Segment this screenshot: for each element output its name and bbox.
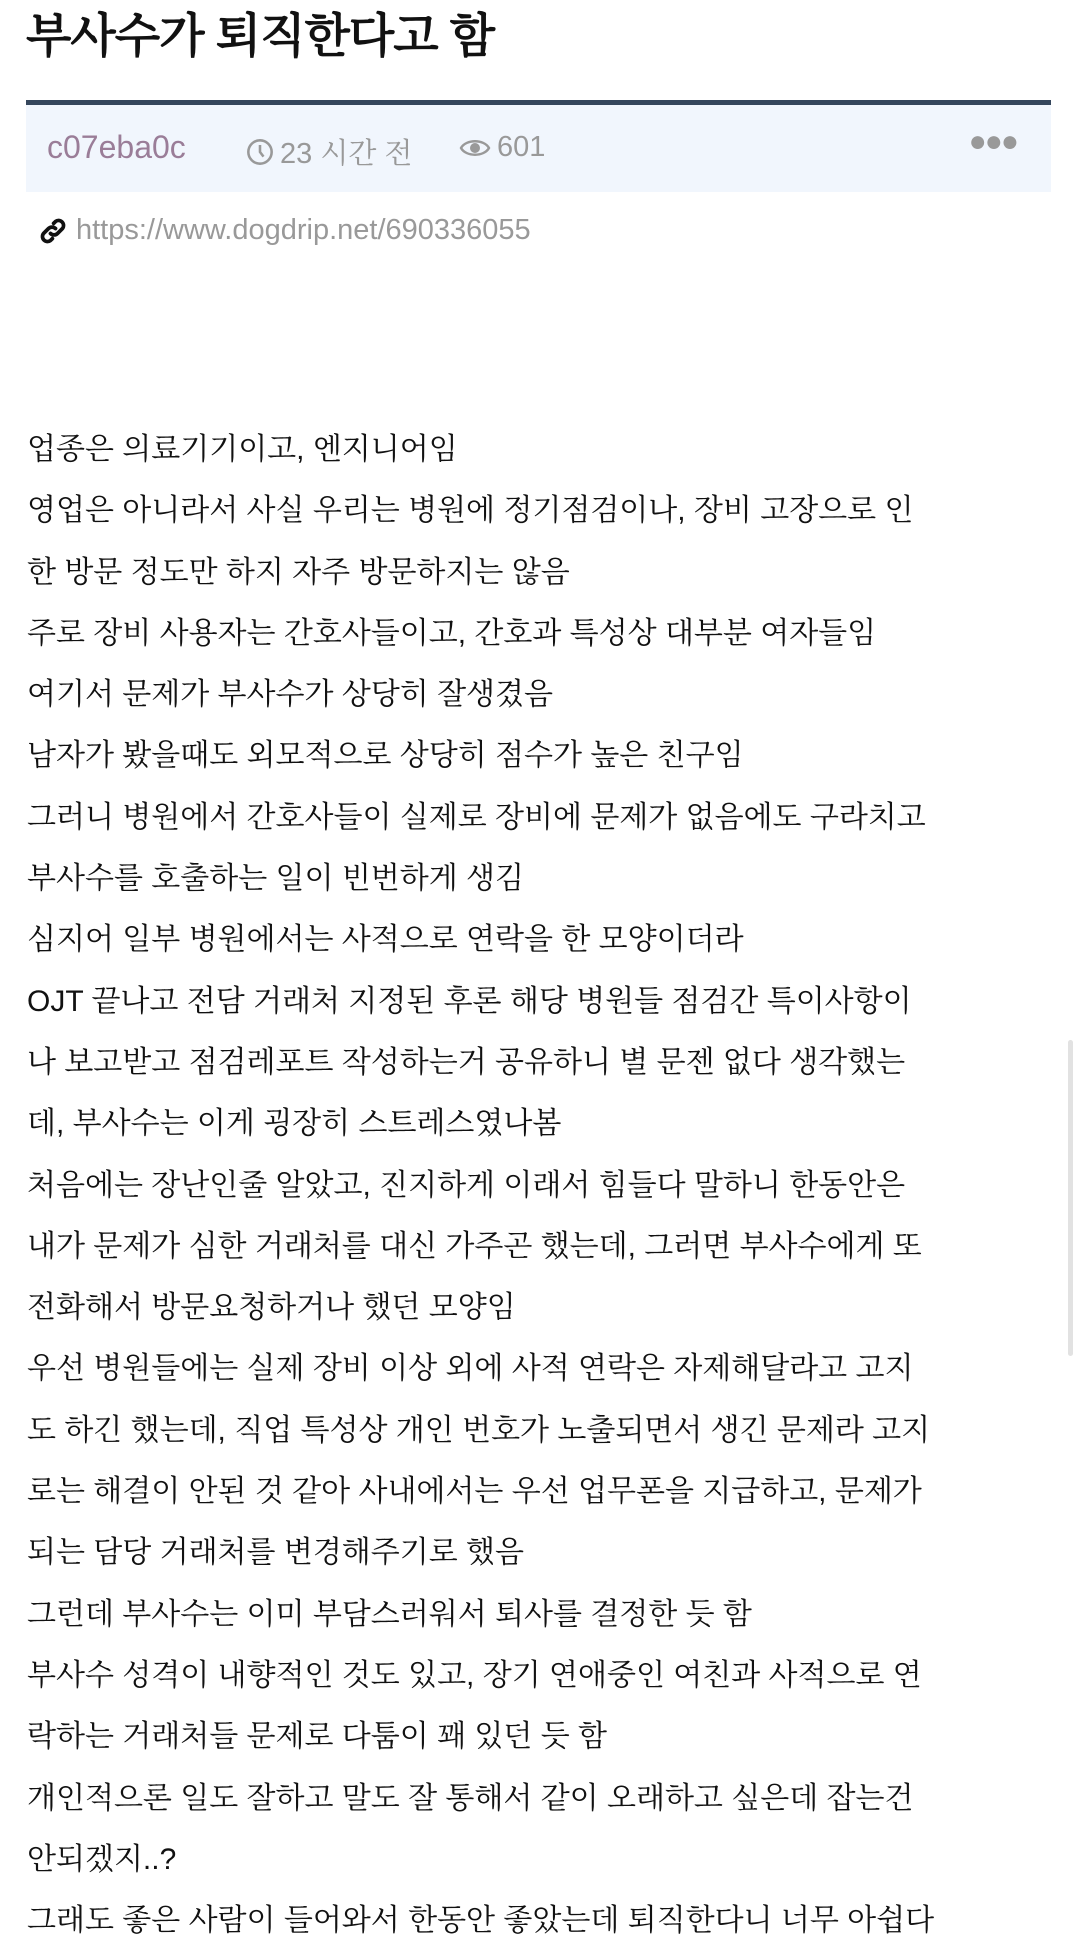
body-line: 부사수 성격이 내향적인 것도 있고, 장기 연애중인 여친과 사적으로 연 <box>27 1658 922 1692</box>
body-line: 로는 해결이 안된 것 같아 사내에서는 우선 업무폰을 지급하고, 문제가 <box>27 1475 922 1509</box>
body-line: 주로 장비 사용자는 간호사들이고, 간호과 특성상 대부분 여자들임 <box>27 616 877 650</box>
body-line: OJT 끝나고 전담 거래처 지정된 후론 해당 병원들 점검간 특이사항이 <box>27 984 912 1018</box>
views-text: 601 <box>497 131 546 163</box>
link-icon <box>38 216 68 246</box>
body-line: 부사수를 호출하는 일이 빈번하게 생김 <box>27 862 525 896</box>
post-body <box>27 419 1067 1951</box>
post-url[interactable]: https://www.dogdrip.net/690336055 <box>76 214 531 246</box>
scrollbar[interactable] <box>1068 1040 1073 1356</box>
body-line: 심지어 일부 병원에서는 사적으로 연락을 한 모양이더라 <box>27 923 744 957</box>
post-meta-bar <box>26 100 1051 192</box>
post-time <box>246 131 412 172</box>
body-line: 우선 병원들에는 실제 장비 이상 외에 사적 연락은 자제해달라고 고지 <box>27 1352 914 1386</box>
body-line: 영업은 아니라서 사실 우리는 병원에 정기점검이나, 장비 고장으로 인 <box>27 494 914 528</box>
body-line: 개인적으론 일도 잘하고 말도 잘 통해서 같이 오래하고 싶은데 잡는건 <box>27 1781 914 1815</box>
clock-icon <box>246 138 274 166</box>
body-line: 그러니 병원에서 간호사들이 실제로 장비에 문제가 없음에도 구라치고 <box>27 800 926 834</box>
eye-icon <box>459 136 491 160</box>
body-line: 남자가 봤을때도 외모적으로 상당히 점수가 높은 친구임 <box>27 739 744 773</box>
body-line: 그래도 좋은 사람이 들어와서 한동안 좋았는데 퇴직한다니 너무 아쉽다 <box>27 1904 935 1938</box>
body-line: 전화해서 방문요청하거나 했던 모양임 <box>27 1291 516 1325</box>
post-title: 부사수가 퇴직한다고 함 <box>26 9 495 62</box>
body-line: 여기서 문제가 부사수가 상당히 잘생겼음 <box>27 678 553 712</box>
time-text: 23 시간 전 <box>280 138 413 170</box>
view-count <box>459 131 545 164</box>
body-line: 한 방문 정도만 하지 자주 방문하지는 않음 <box>27 555 570 589</box>
body-line: 데, 부사수는 이게 굉장히 스트레스였나봄 <box>27 1107 562 1141</box>
author-name[interactable]: c07eba0c <box>47 129 186 165</box>
body-line: 되는 담당 거래처를 변경해주기로 했음 <box>27 1536 525 1570</box>
body-line: 도 하긴 했는데, 직업 특성상 개인 번호가 노출되면서 생긴 문제라 고지 <box>27 1413 931 1447</box>
body-line: 나 보고받고 점검레포트 작성하는거 공유하니 별 문젠 없다 생각했는 <box>27 1045 906 1079</box>
more-options-button[interactable]: ●●● <box>968 125 1017 158</box>
body-line: 업종은 의료기기이고, 엔지니어임 <box>27 433 458 466</box>
body-line: 그런데 부사수는 이미 부담스러워서 퇴사를 결정한 듯 함 <box>27 1597 752 1631</box>
body-line: 안되겠지..? <box>27 1842 177 1876</box>
body-line: 락하는 거래처들 문제로 다툼이 꽤 있던 듯 함 <box>27 1720 607 1754</box>
body-line: 내가 문제가 심한 거래처를 대신 가주곤 했는데, 그러면 부사수에게 또 <box>27 1229 922 1263</box>
post-link[interactable] <box>38 214 531 247</box>
body-line: 처음에는 장난인줄 알았고, 진지하게 이래서 힘들다 말하니 한동안은 <box>27 1168 906 1202</box>
